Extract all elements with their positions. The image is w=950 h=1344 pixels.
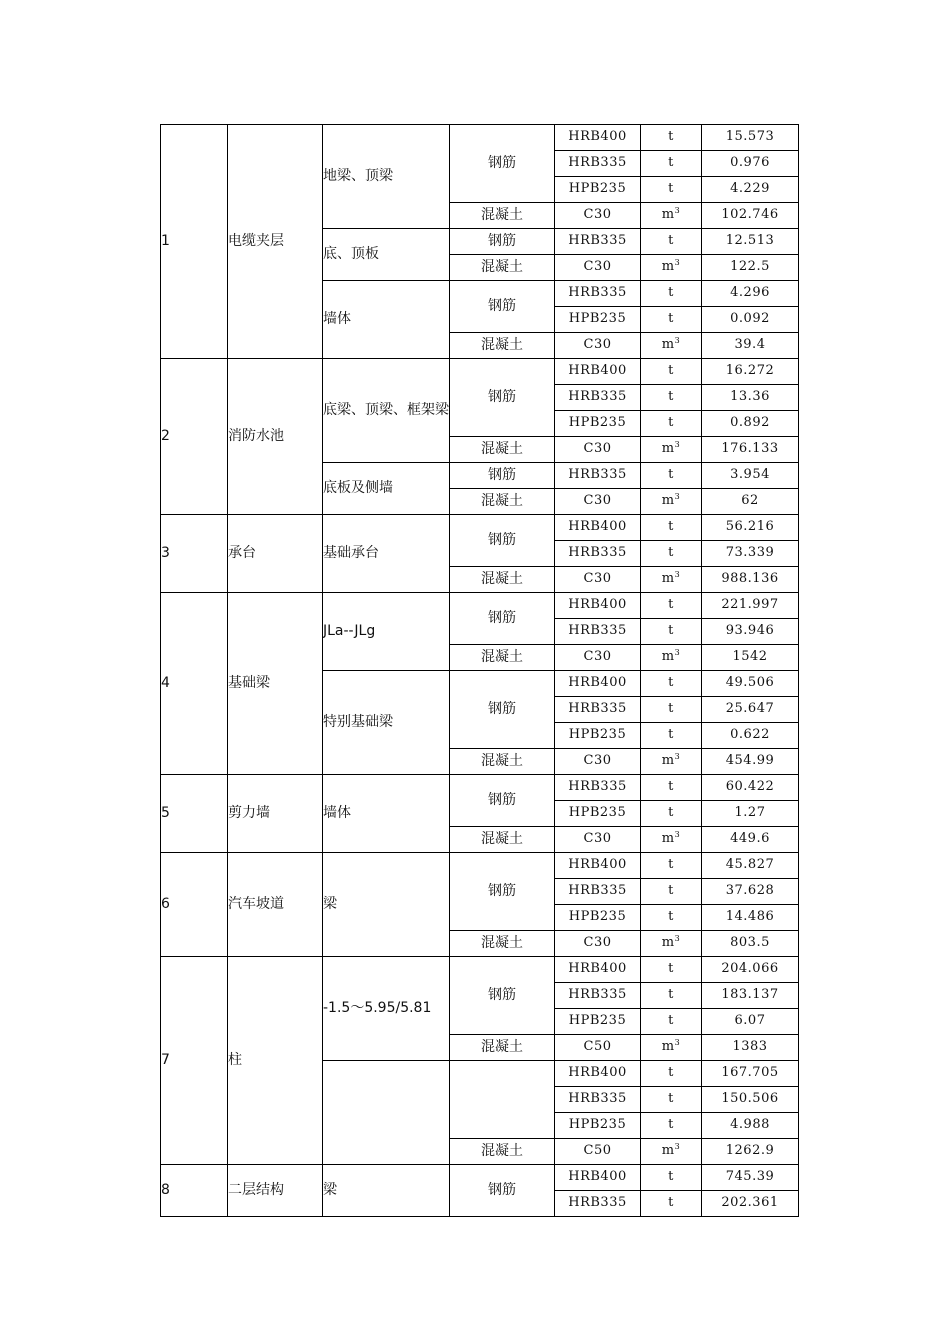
unit-cell: [641, 567, 702, 593]
value-cell: 73.339: [702, 541, 799, 567]
material-cell: 混凝土: [450, 931, 555, 957]
value-cell: 49.506: [702, 671, 799, 697]
unit-cell: t: [641, 723, 702, 749]
table-row: [161, 125, 799, 151]
value-cell: 0.622: [702, 723, 799, 749]
unit-cell: t: [641, 359, 702, 385]
material-cell: 混凝土: [450, 567, 555, 593]
grade-cell: C30: [555, 255, 641, 281]
value-cell: 102.746: [702, 203, 799, 229]
unit-cell: t: [641, 411, 702, 437]
unit-cell: t: [641, 697, 702, 723]
unit-base: m: [661, 259, 675, 275]
material-cell: 钢筋: [450, 359, 555, 437]
item-part: 底梁、顶梁、框架梁: [323, 359, 450, 463]
value-cell: 56.216: [702, 515, 799, 541]
table-row: [161, 957, 799, 983]
value-cell: 1542: [702, 645, 799, 671]
material-cell: 钢筋: [450, 593, 555, 645]
unit-exponent: 3: [674, 648, 681, 658]
value-cell: 45.827: [702, 853, 799, 879]
unit-exponent: 3: [674, 258, 681, 268]
material-cell: 混凝土: [450, 1035, 555, 1061]
unit-cell: [641, 645, 702, 671]
unit-cell: t: [641, 463, 702, 489]
unit-cell: t: [641, 177, 702, 203]
grade-cell: HRB335: [555, 879, 641, 905]
value-cell: 37.628: [702, 879, 799, 905]
grade-cell: HPB235: [555, 801, 641, 827]
material-cell: 钢筋: [450, 775, 555, 827]
material-cell: 钢筋: [450, 853, 555, 931]
quantity-table: [160, 124, 799, 1217]
item-part: 底板及侧墙: [323, 463, 450, 515]
value-cell: 12.513: [702, 229, 799, 255]
table-row: [161, 775, 799, 801]
value-cell: 454.99: [702, 749, 799, 775]
unit-cell: t: [641, 281, 702, 307]
table-row: [161, 853, 799, 879]
grade-cell: C30: [555, 489, 641, 515]
material-cell: 钢筋: [450, 125, 555, 203]
grade-cell: HRB335: [555, 151, 641, 177]
unit-base: m: [661, 935, 675, 951]
value-cell: 221.997: [702, 593, 799, 619]
value-cell: 4.988: [702, 1113, 799, 1139]
value-cell: 1383: [702, 1035, 799, 1061]
unit-cell: t: [641, 619, 702, 645]
item-name: 电缆夹层: [228, 125, 323, 359]
material-cell: 钢筋: [450, 229, 555, 255]
unit-cell: [641, 255, 702, 281]
item-number: 6: [161, 853, 228, 957]
value-cell: 25.647: [702, 697, 799, 723]
value-cell: 176.133: [702, 437, 799, 463]
unit-cell: t: [641, 775, 702, 801]
unit-exponent: 3: [674, 1038, 681, 1048]
value-cell: 13.36: [702, 385, 799, 411]
unit-cell: [641, 1139, 702, 1165]
grade-cell: HRB335: [555, 775, 641, 801]
item-name: 基础梁: [228, 593, 323, 775]
value-cell: 988.136: [702, 567, 799, 593]
grade-cell: HRB335: [555, 1087, 641, 1113]
value-cell: 60.422: [702, 775, 799, 801]
grade-cell: HRB335: [555, 697, 641, 723]
grade-cell: HPB235: [555, 307, 641, 333]
value-cell: 1262.9: [702, 1139, 799, 1165]
unit-base: m: [661, 831, 675, 847]
value-cell: 204.066: [702, 957, 799, 983]
grade-cell: HPB235: [555, 1009, 641, 1035]
material-cell: 混凝土: [450, 827, 555, 853]
unit-base: m: [661, 441, 675, 457]
item-part: 底、顶板: [323, 229, 450, 281]
grade-cell: HRB335: [555, 229, 641, 255]
table-row: [161, 593, 799, 619]
material-cell-empty: [450, 1061, 555, 1139]
unit-exponent: 3: [674, 440, 681, 450]
value-cell: 122.5: [702, 255, 799, 281]
unit-base: m: [661, 493, 675, 509]
value-cell: 93.946: [702, 619, 799, 645]
material-cell: 混凝土: [450, 333, 555, 359]
item-number: 4: [161, 593, 228, 775]
unit-cell: t: [641, 515, 702, 541]
item-name: 汽车坡道: [228, 853, 323, 957]
unit-exponent: 3: [674, 206, 681, 216]
item-part: 特别基础梁: [323, 671, 450, 775]
value-cell: 202.361: [702, 1191, 799, 1217]
unit-cell: t: [641, 879, 702, 905]
value-cell: 3.954: [702, 463, 799, 489]
material-cell: 混凝土: [450, 749, 555, 775]
material-cell: 钢筋: [450, 515, 555, 567]
unit-exponent: 3: [674, 336, 681, 346]
item-part: [323, 1061, 450, 1165]
grade-cell: HRB400: [555, 515, 641, 541]
unit-base: m: [661, 337, 675, 353]
grade-cell: HPB235: [555, 411, 641, 437]
table-row: [161, 359, 799, 385]
unit-cell: t: [641, 1087, 702, 1113]
unit-cell: t: [641, 983, 702, 1009]
value-cell: 14.486: [702, 905, 799, 931]
grade-cell: HRB335: [555, 1191, 641, 1217]
grade-cell: HRB400: [555, 1165, 641, 1191]
value-cell: 62: [702, 489, 799, 515]
unit-cell: [641, 203, 702, 229]
unit-exponent: 3: [674, 492, 681, 502]
item-part: JLa--JLg: [323, 593, 450, 671]
material-cell: 混凝土: [450, 203, 555, 229]
unit-exponent: 3: [674, 830, 681, 840]
item-number: 3: [161, 515, 228, 593]
item-part: 梁: [323, 853, 450, 957]
value-cell: 803.5: [702, 931, 799, 957]
item-name: 剪力墙: [228, 775, 323, 853]
unit-base: m: [661, 571, 675, 587]
grade-cell: C30: [555, 203, 641, 229]
unit-cell: t: [641, 385, 702, 411]
value-cell: 0.092: [702, 307, 799, 333]
item-number: 7: [161, 957, 228, 1165]
table-row: [161, 515, 799, 541]
item-part: 梁: [323, 1165, 450, 1217]
grade-cell: C30: [555, 437, 641, 463]
value-cell: 4.296: [702, 281, 799, 307]
unit-base: m: [661, 753, 675, 769]
item-part: 基础承台: [323, 515, 450, 593]
unit-cell: t: [641, 229, 702, 255]
unit-cell: t: [641, 541, 702, 567]
unit-cell: t: [641, 151, 702, 177]
item-part: 墙体: [323, 281, 450, 359]
item-name: 柱: [228, 957, 323, 1165]
unit-base: m: [661, 1143, 675, 1159]
material-cell: 混凝土: [450, 489, 555, 515]
unit-cell: t: [641, 1061, 702, 1087]
value-cell: 16.272: [702, 359, 799, 385]
grade-cell: C30: [555, 567, 641, 593]
item-number: 1: [161, 125, 228, 359]
material-cell: 钢筋: [450, 957, 555, 1035]
value-cell: 150.506: [702, 1087, 799, 1113]
unit-base: m: [661, 649, 675, 665]
item-part: -1.5～5.95/5.81: [323, 957, 450, 1061]
item-part: 墙体: [323, 775, 450, 853]
material-cell: 混凝土: [450, 437, 555, 463]
item-number: 8: [161, 1165, 228, 1217]
item-name: 二层结构: [228, 1165, 323, 1217]
value-cell: 183.137: [702, 983, 799, 1009]
grade-cell: HRB335: [555, 281, 641, 307]
grade-cell: HRB335: [555, 619, 641, 645]
value-cell: 0.976: [702, 151, 799, 177]
unit-exponent: 3: [674, 570, 681, 580]
grade-cell: HPB235: [555, 905, 641, 931]
unit-base: m: [661, 207, 675, 223]
grade-cell: HRB400: [555, 1061, 641, 1087]
grade-cell: C30: [555, 931, 641, 957]
grade-cell: HRB335: [555, 541, 641, 567]
value-cell: 449.6: [702, 827, 799, 853]
material-cell: 钢筋: [450, 281, 555, 333]
item-number: 5: [161, 775, 228, 853]
grade-cell: HRB400: [555, 671, 641, 697]
unit-base: m: [661, 1039, 675, 1055]
material-cell: 钢筋: [450, 671, 555, 749]
unit-cell: t: [641, 1009, 702, 1035]
grade-cell: HRB400: [555, 593, 641, 619]
unit-cell: t: [641, 1165, 702, 1191]
table-row: [161, 1165, 799, 1191]
value-cell: 745.39: [702, 1165, 799, 1191]
item-part: 地梁、顶梁: [323, 125, 450, 229]
unit-cell: t: [641, 1191, 702, 1217]
grade-cell: C30: [555, 749, 641, 775]
material-cell: 混凝土: [450, 645, 555, 671]
grade-cell: C50: [555, 1035, 641, 1061]
unit-cell: t: [641, 307, 702, 333]
unit-exponent: 3: [674, 934, 681, 944]
unit-exponent: 3: [674, 1142, 681, 1152]
item-number: 2: [161, 359, 228, 515]
grade-cell: HPB235: [555, 723, 641, 749]
grade-cell: C30: [555, 645, 641, 671]
unit-cell: t: [641, 1113, 702, 1139]
unit-cell: t: [641, 801, 702, 827]
unit-cell: t: [641, 125, 702, 151]
unit-cell: t: [641, 957, 702, 983]
material-cell: 钢筋: [450, 1165, 555, 1217]
grade-cell: HPB235: [555, 1113, 641, 1139]
value-cell: 167.705: [702, 1061, 799, 1087]
unit-cell: [641, 827, 702, 853]
grade-cell: HRB335: [555, 463, 641, 489]
value-cell: 0.892: [702, 411, 799, 437]
unit-cell: t: [641, 671, 702, 697]
unit-exponent: 3: [674, 752, 681, 762]
grade-cell: HRB335: [555, 385, 641, 411]
value-cell: 4.229: [702, 177, 799, 203]
material-cell: 混凝土: [450, 255, 555, 281]
unit-cell: [641, 333, 702, 359]
value-cell: 39.4: [702, 333, 799, 359]
grade-cell: HRB400: [555, 853, 641, 879]
grade-cell: C30: [555, 827, 641, 853]
unit-cell: [641, 437, 702, 463]
unit-cell: t: [641, 905, 702, 931]
unit-cell: t: [641, 593, 702, 619]
material-cell: 钢筋: [450, 463, 555, 489]
item-name: 消防水池: [228, 359, 323, 515]
grade-cell: HRB335: [555, 983, 641, 1009]
item-name: 承台: [228, 515, 323, 593]
unit-cell: [641, 489, 702, 515]
grade-cell: C30: [555, 333, 641, 359]
unit-cell: t: [641, 853, 702, 879]
grade-cell: HRB400: [555, 359, 641, 385]
grade-cell: HRB400: [555, 125, 641, 151]
grade-cell: HRB400: [555, 957, 641, 983]
value-cell: 15.573: [702, 125, 799, 151]
grade-cell: HPB235: [555, 177, 641, 203]
value-cell: 6.07: [702, 1009, 799, 1035]
material-cell: 混凝土: [450, 1139, 555, 1165]
unit-cell: [641, 1035, 702, 1061]
unit-cell: [641, 931, 702, 957]
grade-cell: C50: [555, 1139, 641, 1165]
value-cell: 1.27: [702, 801, 799, 827]
unit-cell: [641, 749, 702, 775]
